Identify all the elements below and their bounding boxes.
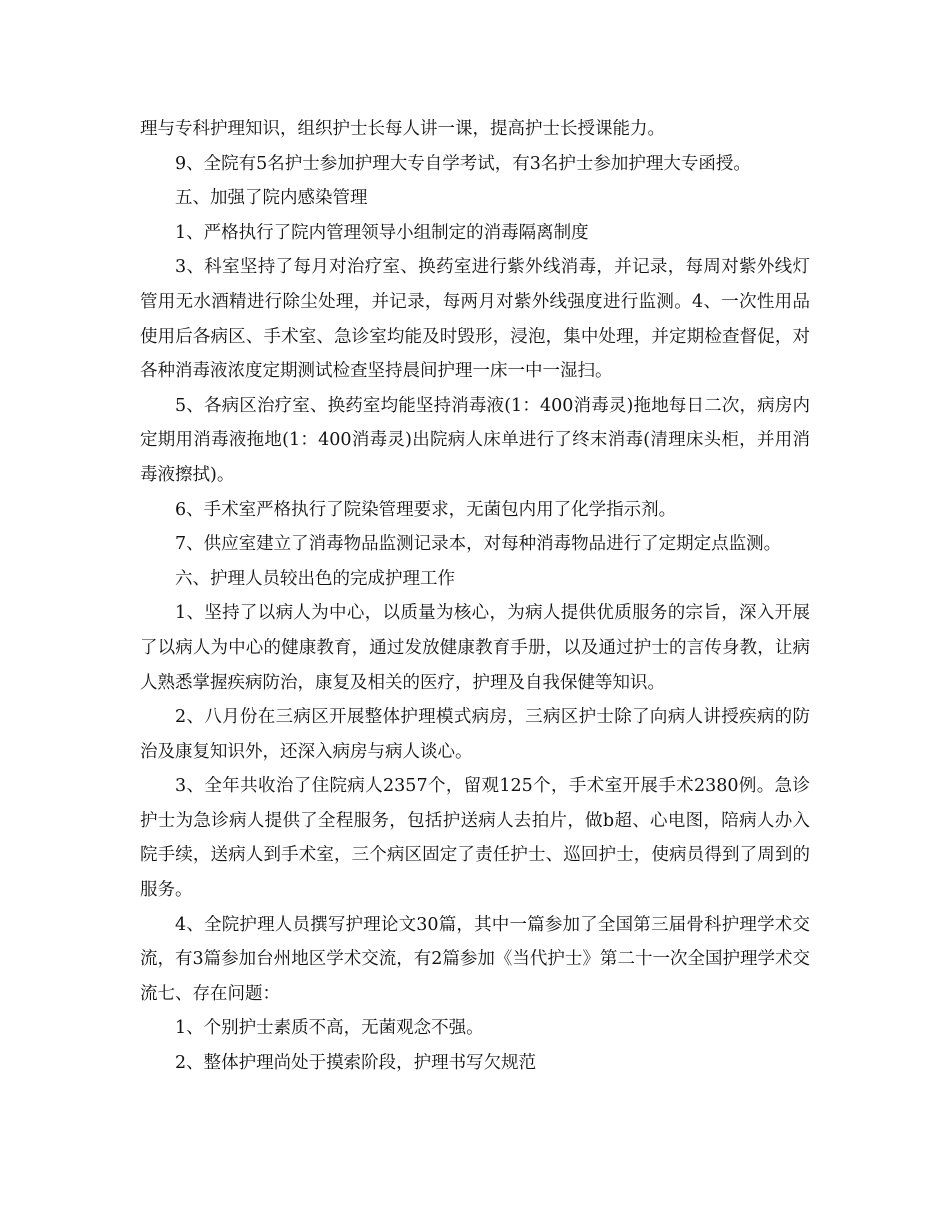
- paragraph-item-1-patient-centered: 1、坚持了以病人为中心，以质量为核心，为病人提供优质服务的宗旨，深入开展了以病人为中心的健康教育，通过发放健康教育手册，以及通过护士的言传身教，让病人熟悉掌握疾病防治，康复及相关的医疗，护理及自我保健等知识。: [140, 603, 810, 693]
- paragraph-item-4-papers: 4、全院护理人员撰写护理论文30篇，其中一篇参加了全国第三届骨科护理学术交流，有3篇参加台州地区学术交流，有2篇参加《当代护士》第二十一次全国护理学术交流七、存在问题：: [140, 914, 810, 1004]
- paragraph-item-1-disinfection: 1、严格执行了院内管理领导小组制定的消毒隔离制度: [175, 222, 589, 243]
- paragraph-item-3-uv: 3、科室坚持了每月对治疗室、换药室进行紫外线消毒，并记录，每周对紫外线灯管用无水酒精进行除尘处理，并记录，每两月对紫外线强度进行监测。4、一次性用品使用后各病区、手术室、急诊室均能及时毁形，浸泡，集中处理，并定期检查督促，对各种消毒液浓度定期测试检查坚持晨间护理一床一中一湿扫。: [140, 257, 810, 382]
- paragraph-item-5-disinfectant: 5、各病区治疗室、换药室均能坚持消毒液(1：400消毒灵)拖地每日二次，病房内定期用消毒液拖地(1：400消毒灵)出院病人床单进行了终末消毒(清理床头柜，并用消毒液擦拭)。: [140, 395, 810, 485]
- paragraph-issue-2: 2、整体护理尚处于摸索阶段，护理书写欠规范: [175, 1053, 537, 1074]
- paragraph-item-7-supply-room: 7、供应室建立了消毒物品监测记录本，对每种消毒物品进行了定期定点监测。: [175, 534, 782, 555]
- paragraph-item-9: 9、全院有5名护士参加护理大专自学考试，有3名护士参加护理大专函授。: [175, 153, 751, 174]
- paragraph-item-2-holistic-care: 2、八月份在三病区开展整体护理模式病房，三病区护士除了向病人讲授疾病的防治及康复知识外，还深入病房与病人谈心。: [140, 707, 810, 762]
- document-body: [140, 112, 810, 1081]
- section-heading-nursing-work: 六、护理人员较出色的完成护理工作: [175, 568, 455, 589]
- paragraph-item-6-operating-room: 6、手术室严格执行了院染管理要求，无菌包内用了化学指示剂。: [175, 499, 677, 520]
- paragraph-issue-1: 1、个别护士素质不高，无菌观念不强。: [175, 1018, 484, 1039]
- paragraph-continuation: 理与专科护理知识，组织护士长每人讲一课，提高护士长授课能力。: [140, 119, 665, 139]
- section-heading-infection-control: 五、加强了院内感染管理: [175, 188, 368, 209]
- paragraph-item-3-statistics: 3、全年共收治了住院病人2357个，留观125个，手术室开展手术2380例。急诊护士为急诊病人提供了全程服务，包括护送病人去拍片，做b超、心电图，陪病人办入院手续，送病人到手术室，三个病区固定了责任护士、巡回护士，使病员得到了周到的服务。: [140, 776, 810, 901]
